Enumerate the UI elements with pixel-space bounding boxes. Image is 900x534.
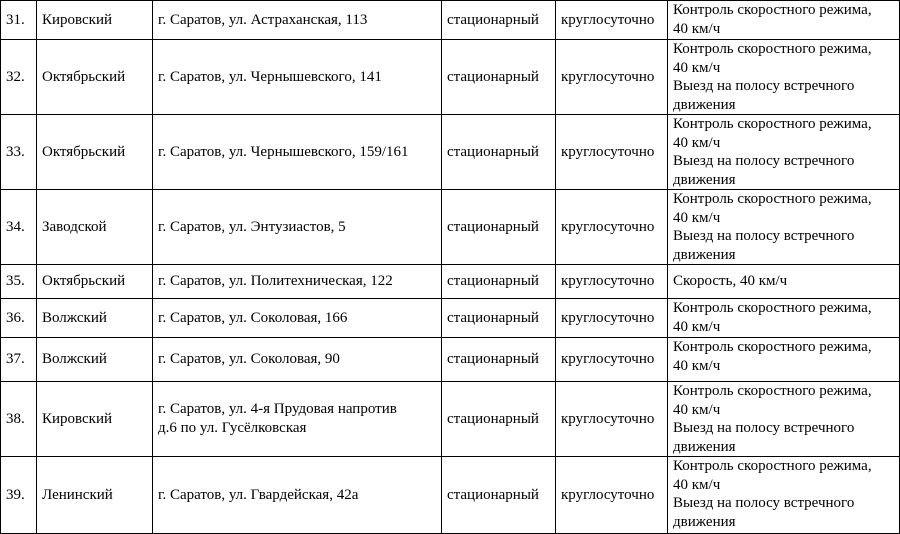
violation-line: Выезд на полосу встречного [673,78,855,94]
row-number: 31. [1,1,37,40]
violation-line: Выезд на полосу встречного [673,495,855,511]
address-line: г. Саратов, ул. Чернышевского, 159/161 [158,143,409,160]
camera-type-cell: стационарный [442,299,556,338]
table-body [1,1,900,534]
operating-mode-cell: круглосуточно [556,338,668,382]
address-cell [153,40,442,115]
violation-line: Контроль скоростного режима, [673,41,872,57]
violation-line: движения [673,513,736,530]
camera-type-cell: стационарный [442,265,556,299]
violations-cell [668,299,900,338]
violation-line: Контроль скоростного режима, [673,458,872,474]
row-number: 34. [1,190,37,265]
violation-line: движения [673,246,736,263]
violation-line: Контроль скоростного режима, [673,2,872,18]
violation-line: движения [673,438,736,455]
address-line: г. Саратов, ул. Энтузиастов, 5 [158,218,346,235]
violations-cell [668,338,900,382]
address-line: г. Саратов, ул. Соколовая, 166 [158,309,348,326]
district-cell: Кировский [37,382,153,457]
address-cell [153,299,442,338]
violation-line: 40 км/ч [673,318,721,335]
district-cell: Октябрьский [37,115,153,190]
row-number: 32. [1,40,37,115]
table-row [1,115,900,190]
violations-cell [668,1,900,40]
address-line: г. Саратов, ул. Соколовая, 90 [158,351,340,367]
violation-line: Контроль скоростного режима, [673,339,872,355]
district-cell: Заводской [37,190,153,265]
camera-type-cell: стационарный [442,115,556,190]
table-row [1,457,900,534]
violation-line: Выезд на полосу встречного [673,420,855,436]
district-cell: Кировский [37,1,153,40]
violation-line: 40 км/ч [673,59,721,76]
violation-line: 40 км/ч [673,20,721,37]
camera-type-cell: стационарный [442,338,556,382]
table-row [1,190,900,265]
violation-line: 40 км/ч [673,357,721,374]
violation-line: Контроль скоростного режима, [673,383,872,399]
violations-cell [668,265,900,299]
camera-type-cell: стационарный [442,1,556,40]
district-cell: Волжский [37,338,153,382]
violation-line: движения [673,96,736,113]
violations-cell [668,457,900,534]
camera-type-cell: стационарный [442,382,556,457]
camera-type-cell: стационарный [442,40,556,115]
district-cell: Октябрьский [37,265,153,299]
violations-cell [668,40,900,115]
address-line: г. Саратов, ул. Астраханская, 113 [158,11,368,28]
violation-line: Контроль скоростного режима, [673,191,872,207]
violation-line: 40 км/ч [673,209,721,226]
row-number: 39. [1,457,37,534]
violation-line: 40 км/ч [673,134,721,151]
address-cell [153,457,442,534]
operating-mode-cell: круглосуточно [556,265,668,299]
address-line: д.6 по ул. Гусёлковская [158,420,307,436]
address-cell [153,190,442,265]
table-row [1,1,900,40]
district-cell: Ленинский [37,457,153,534]
district-cell: Октябрьский [37,40,153,115]
violation-line: движения [673,171,736,188]
table-row [1,299,900,338]
operating-mode-cell: круглосуточно [556,115,668,190]
operating-mode-cell: круглосуточно [556,382,668,457]
address-cell [153,1,442,40]
table-row [1,265,900,299]
operating-mode-cell: круглосуточно [556,40,668,115]
violations-cell [668,382,900,457]
camera-type-cell: стационарный [442,457,556,534]
row-number: 37. [1,338,37,382]
address-cell [153,338,442,382]
address-line: г. Саратов, ул. Чернышевского, 141 [158,68,382,85]
operating-mode-cell: круглосуточно [556,1,668,40]
address-cell [153,382,442,457]
operating-mode-cell: круглосуточно [556,457,668,534]
violation-line: Контроль скоростного режима, [673,116,872,132]
address-line: г. Саратов, ул. Политехническая, 122 [158,273,393,289]
camera-type-cell: стационарный [442,190,556,265]
row-number: 35. [1,265,37,299]
district-cell: Волжский [37,299,153,338]
violation-line: 40 км/ч [673,476,721,493]
operating-mode-cell: круглосуточно [556,190,668,265]
address-cell [153,115,442,190]
row-number: 33. [1,115,37,190]
violation-line: Скорость, 40 км/ч [673,273,788,290]
row-number: 38. [1,382,37,457]
violation-line: Выезд на полосу встречного [673,228,855,244]
table-row [1,382,900,457]
row-number: 36. [1,299,37,338]
operating-mode-cell: круглосуточно [556,299,668,338]
table-row [1,40,900,115]
violation-line: Выезд на полосу встречного [673,153,855,169]
violations-cell [668,190,900,265]
address-line: г. Саратов, ул. Гвардейская, 42а [158,486,359,503]
address-line: г. Саратов, ул. 4-я Прудовая напротив [158,401,397,417]
violation-line: Контроль скоростного режима, [673,300,872,316]
address-cell [153,265,442,299]
violation-line: 40 км/ч [673,401,721,418]
violations-cell [668,115,900,190]
table-row [1,338,900,382]
